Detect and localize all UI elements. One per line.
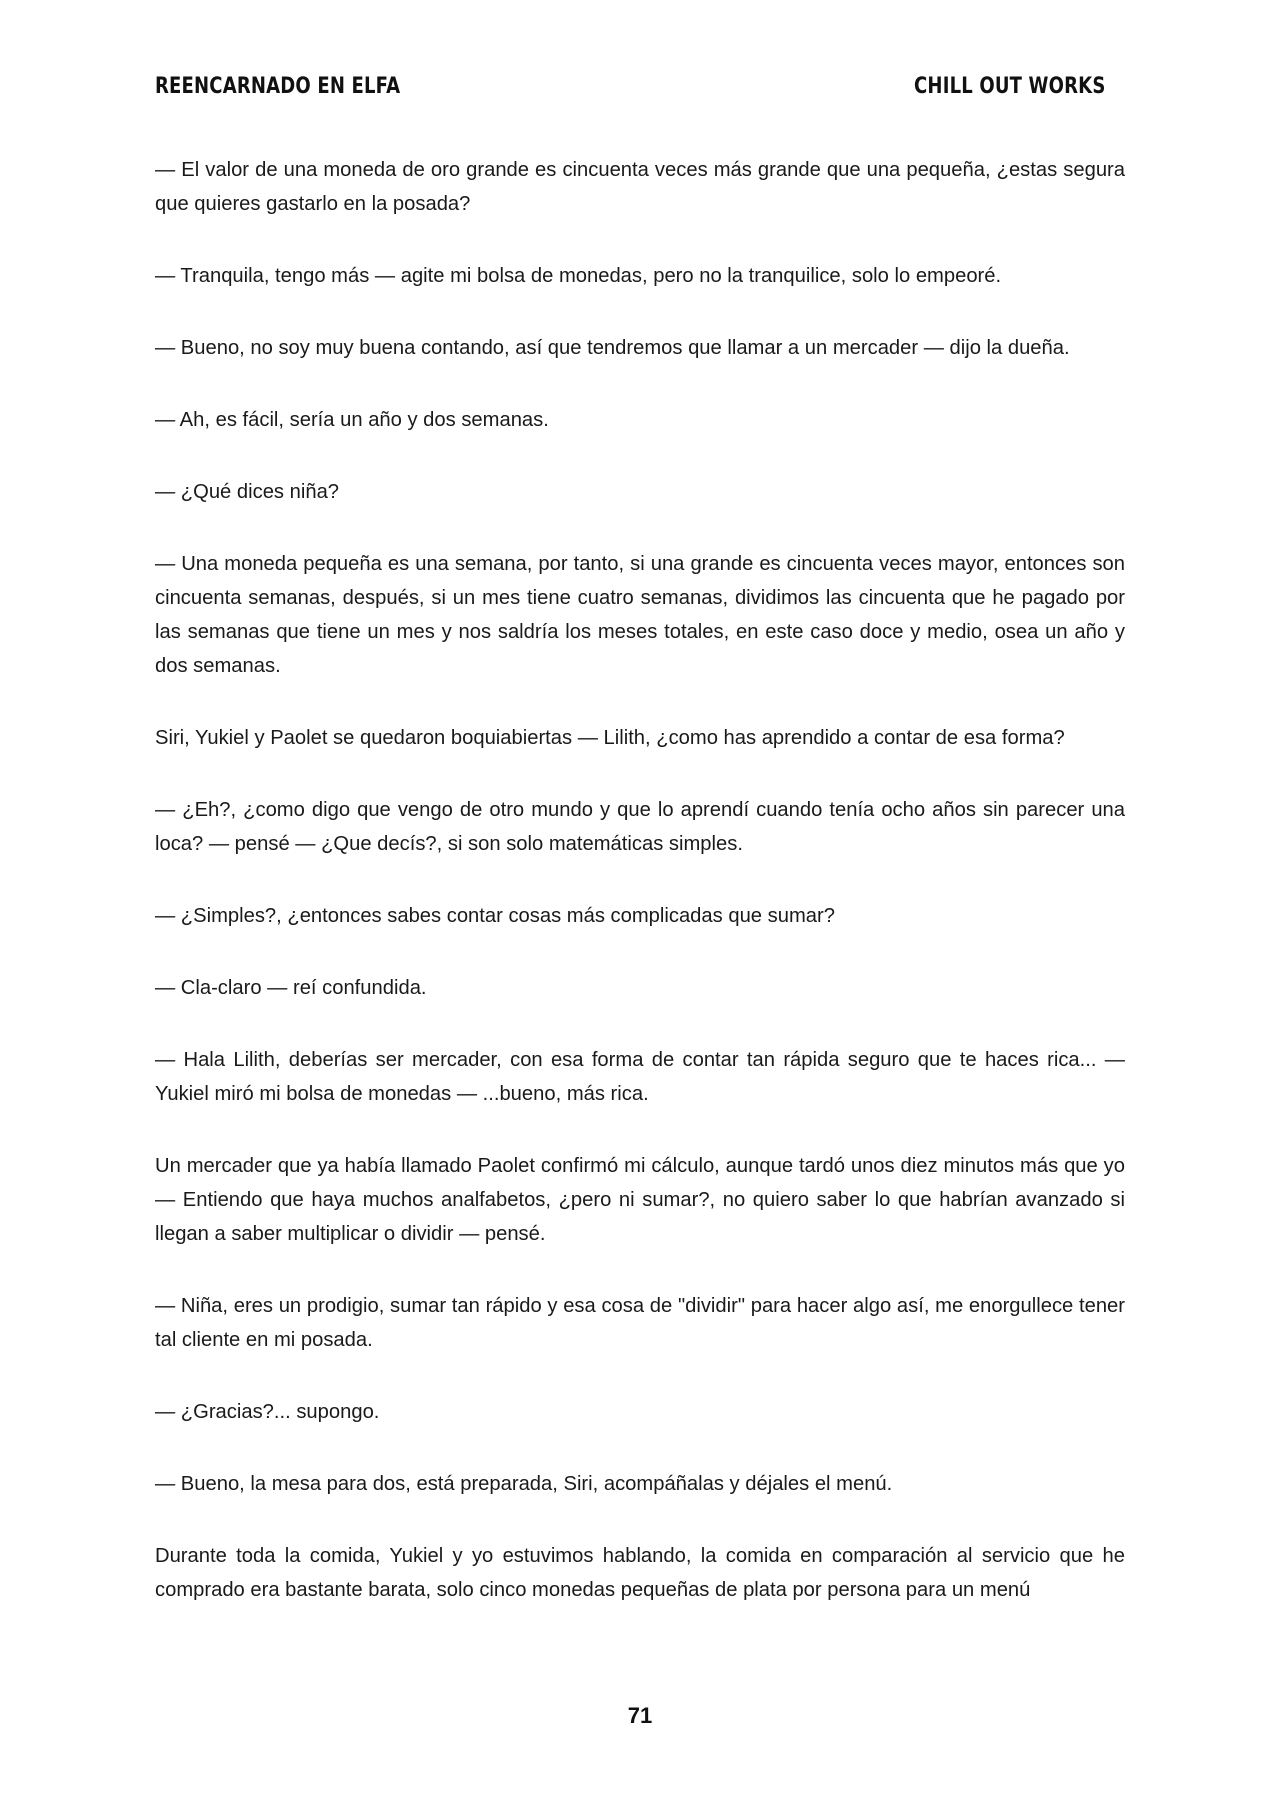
paragraph: — Niña, eres un prodigio, sumar tan rápido y esa cosa de "dividir" para hacer algo así, me enorgullece tener tal cliente en mi posada. (155, 1295, 1125, 1351)
paragraph: — Hala Lilith, deberías ser mercader, con esa forma de contar tan rápida seguro que te haces rica... — Yukiel miró mi bolsa de monedas — ...bueno, más rica. (155, 1049, 1125, 1105)
paragraph: — Ah, es fácil, sería un año y dos semanas. (155, 409, 549, 431)
paragraph: — Tranquila, tengo más — agite mi bolsa de monedas, pero no la tranquilice, solo lo empeoré. (155, 265, 1002, 287)
paragraph: — ¿Qué dices niña? (155, 481, 340, 503)
paragraph: Siri, Yukiel y Paolet se quedaron boquiabiertas — Lilith, ¿como has aprendido a contar de esa forma? (155, 727, 1065, 749)
paragraph: — Una moneda pequeña es una semana, por tanto, si una grande es cincuenta veces mayor, entonces son cincuenta semanas, después, si un mes tiene cuatro semanas, dividimos las cincuenta que he pagado por las semanas que tiene un mes y nos saldría los meses totales, en este caso doce y medio, osea un año y dos semanas. (155, 553, 1125, 677)
page-number: 71 (627, 1703, 653, 1728)
paragraph: Durante toda la comida, Yukiel y yo estuvimos hablando, la comida en comparación al servicio que he comprado era bastante barata, solo cinco monedas pequeñas de plata por persona para un menú (155, 1545, 1125, 1601)
paragraph: — Cla-claro — reí confundida. (155, 977, 427, 999)
publisher-header: CHILL OUT WORKS (913, 74, 1105, 99)
paragraph: — ¿Eh?, ¿como digo que vengo de otro mundo y que lo aprendí cuando tenía ocho años sin parecer una loca? — pensé — ¿Que decís?, si son solo matemáticas simples. (155, 799, 1125, 855)
paragraph: — ¿Simples?, ¿entonces sabes contar cosas más complicadas que sumar? (155, 905, 835, 927)
body-text (155, 153, 1125, 1607)
paragraph: — El valor de una moneda de oro grande es cincuenta veces más grande que una pequeña, ¿estas segura que quieres gastarlo en la posada? (155, 159, 1125, 215)
paragraph: — Bueno, no soy muy buena contando, así que tendremos que llamar a un mercader — dijo la dueña. (155, 337, 1070, 359)
paragraph: Un mercader que ya había llamado Paolet confirmó mi cálculo, aunque tardó unos diez minutos más que yo — Entiendo que haya muchos analfabetos, ¿pero ni sumar?, no quiero saber lo que habrían avanzado si llegan a saber multiplicar o dividir — pensé. (155, 1155, 1125, 1245)
paragraph: — Bueno, la mesa para dos, está preparada, Siri, acompáñalas y déjales el menú. (155, 1473, 893, 1495)
paragraph: — ¿Gracias?... supongo. (155, 1401, 380, 1423)
book-title-header: REENCARNADO EN ELFA (155, 74, 401, 99)
